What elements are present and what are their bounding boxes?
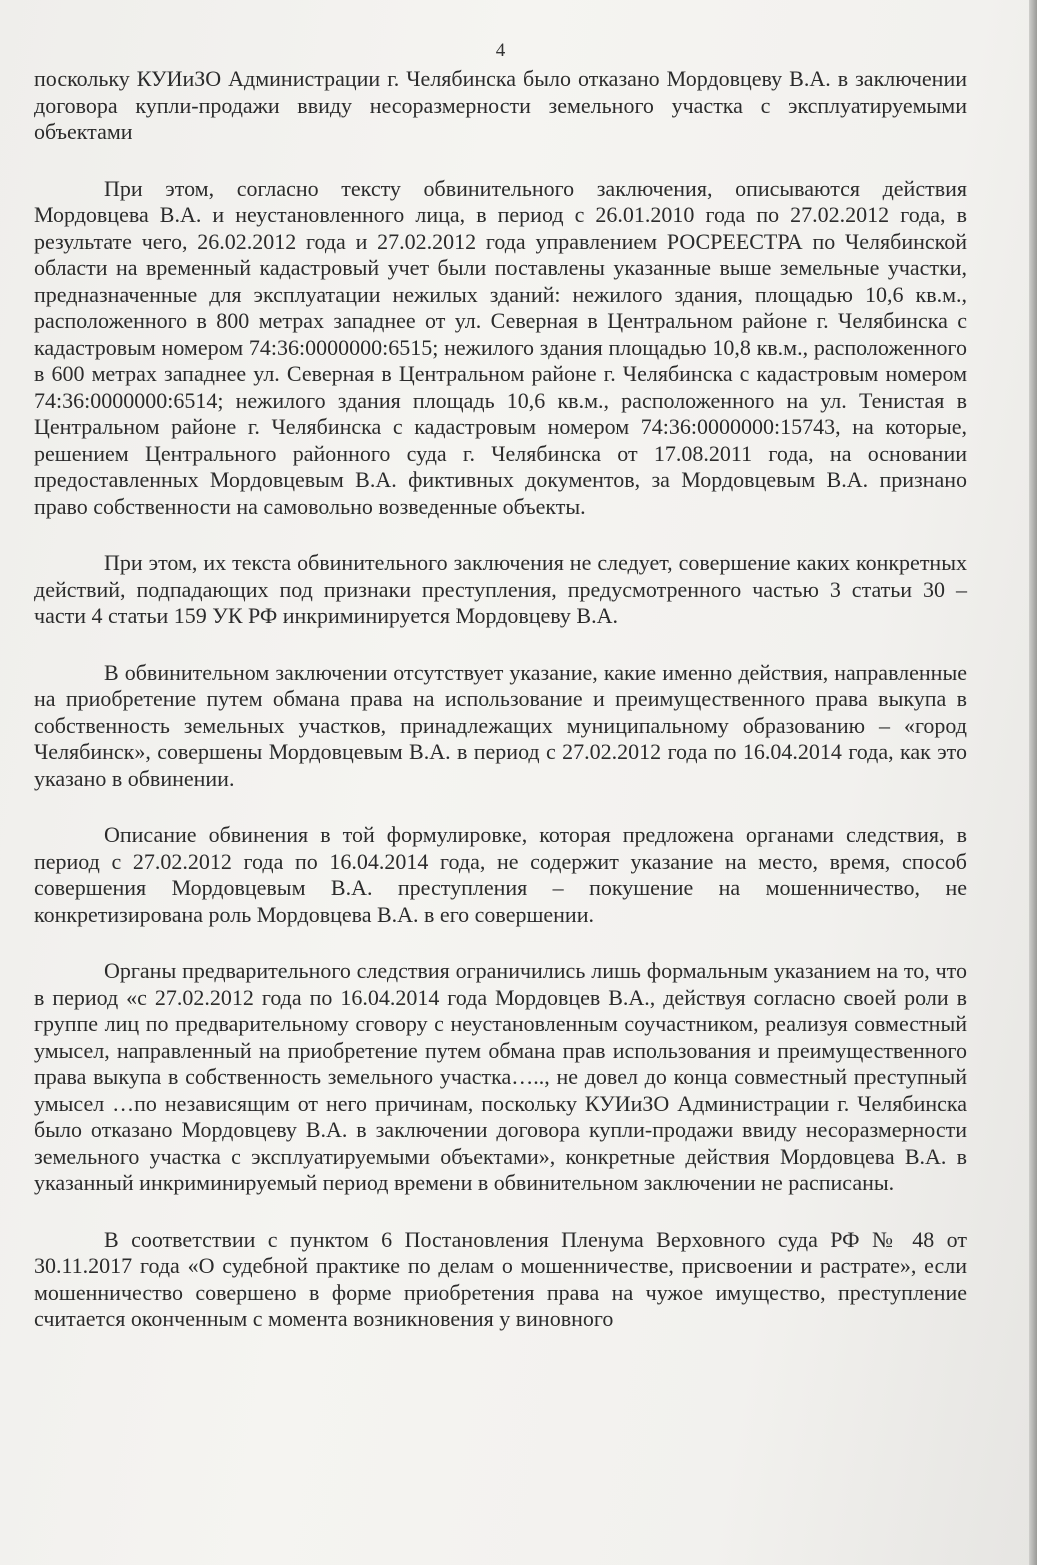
page-number: 4 [495, 40, 506, 61]
page-edge-shadow [1029, 0, 1037, 1565]
paragraph-1: поскольку КУИиЗО Администрации г. Челябинска было отказано Мордовцеву В.А. в заключении договора купли-продажи ввиду несоразмерности земельного участка с эксплуатируемыми объектами [34, 66, 967, 144]
paragraph-3: При этом, их текста обвинительного заключения не следует, совершение каких конкретных действий, подпадающих под признаки преступления, предусмотренного частью 3 статьи 30 – части 4 статьи 159 УК РФ инкриминируется Мордовцеву В.А. [34, 550, 967, 628]
paragraph-5: Описание обвинения в той формулировке, которая предложена органами следствия, в период с 27.02.2012 года по 16.04.2014 года, не содержит указание на место, время, способ совершения Мордовцевым В.А. преступления – покушение на мошенничество, не конкретизирована роль Мордовцева В.А. в его совершении. [34, 822, 967, 927]
paragraph-7: В соответствии с пунктом 6 Постановления Пленума Верховного суда РФ № 48 от 30.11.2017 года «О судебной практике по делам о мошенничестве, присвоении и растрате», если мошенничество совершено в форме приобретения права на чужое имущество, преступление считается оконченным с момента возникновения у виновного [34, 1226, 967, 1331]
paragraph-4: В обвинительном заключении отсутствует указание, какие именно действия, направленные на приобретение путем обмана права на использование и преимущественного права выкупа в собственность земельных участков, принадлежащих муниципальному образованию – «город Челябинск», совершены Мордовцевым В.А. в период с 27.02.2012 года по 16.04.2014 года, как это указано в обвинении. [34, 659, 967, 791]
paragraph-2: При этом, согласно тексту обвинительного заключения, описываются действия Мордовцева В.А. и неустановленного лица, в период с 26.01.2010 года по 27.02.2012 года, в результате чего, 26.02.2012 года и 27.02.2012 года управлением РОСРЕЕСТРА по Челябинской области на временный кадастровый учет были поставлены указанные выше земельные участки, предназначенные для эксплуатации нежилых зданий: нежилого здания, площадью 10,6 кв.м., расположенного в 800 метрах западнее от ул. Северная в Центральном районе г. Челябинска с кадастровым номером 74:36:0000000:6515; нежилого здания площадью 10,8 кв.м., расположенного в 600 метрах западнее ул. Северная в Центральном районе г. Челябинска с кадастровым номером 74:36:0000000:6514; нежилого здания площадь 10,6 кв.м., расположенного на ул. Тенистая в Центральном районе г. Челябинска с кадастровым номером 74:36:0000000:15743, на которые, решением Центрального районного суда г. Челябинска от 17.08.2011 года, на основании предоставленных Мордовцевым В.А. фиктивных документов, за Мордовцевым В.А. признано право собственности на самовольно возведенные объекты. [34, 175, 967, 519]
paragraph-6: Органы предварительного следствия ограничились лишь формальным указанием на то, что в период «с 27.02.2012 года по 16.04.2014 года Мордовцев В.А., действуя согласно своей роли в группе лиц по предварительному сговору с неустановленным соучастником, реализуя совместный умысел, направленный на приобретение путем обмана прав использования и преимущественного права выкупа в собственность земельного участка….., не довел до конца совместный преступный умысел …по независящим от него причинам, поскольку КУИиЗО Администрации г. Челябинска было отказано Мордовцеву В.А. в заключении договора купли-продажи ввиду несоразмерности земельного участка с эксплуатируемыми объектами», конкретные действия Мордовцева В.А. в указанный инкриминируемый период времени в обвинительном заключении не расписаны. [34, 958, 967, 1195]
